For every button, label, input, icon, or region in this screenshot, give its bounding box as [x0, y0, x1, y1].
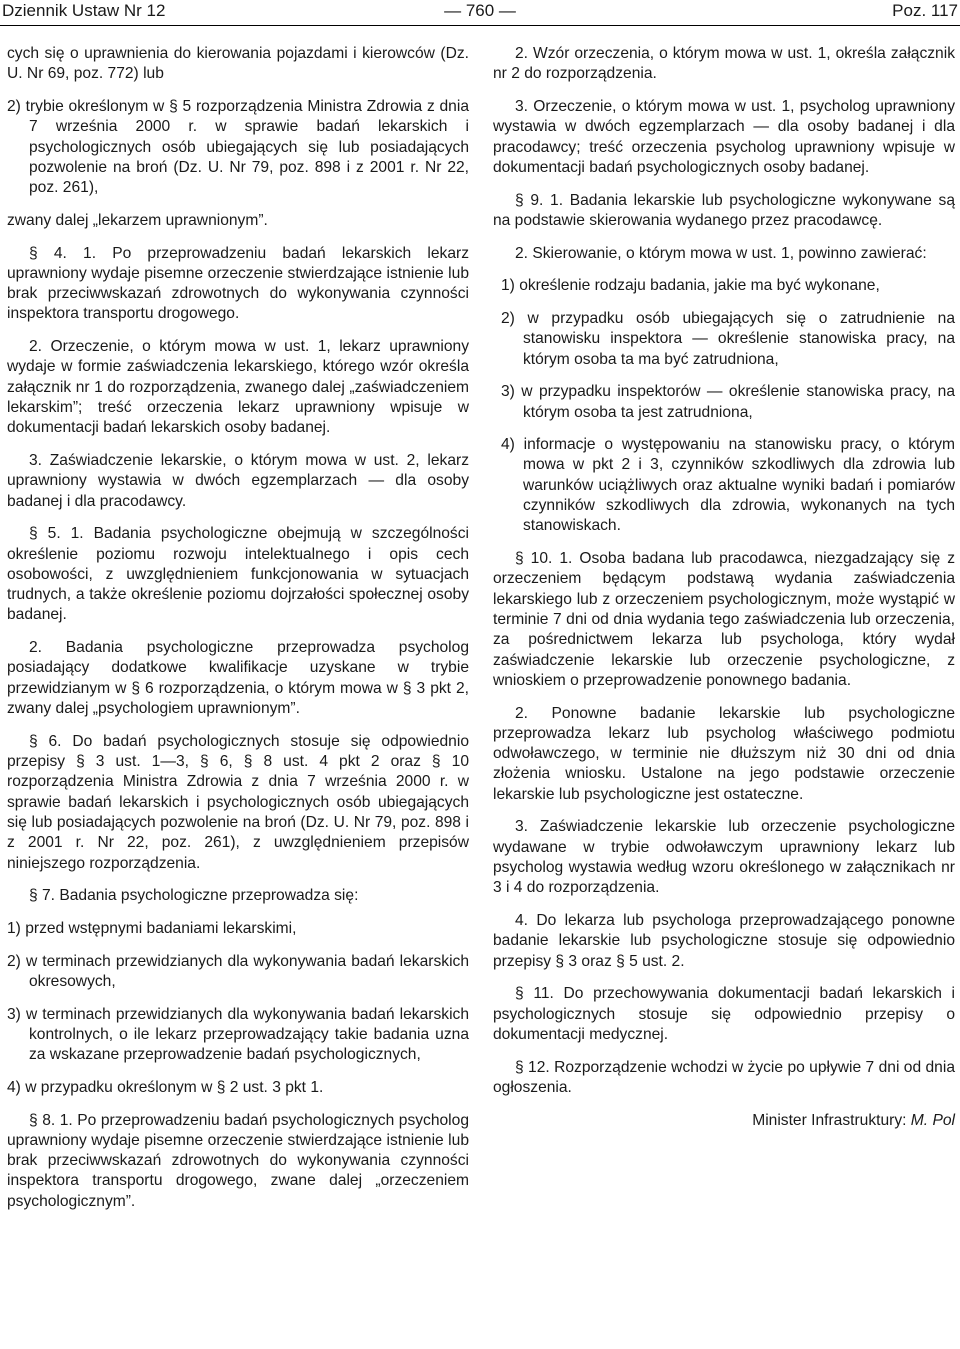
list-item: 2) trybie określonym w § 5 rozporządzenia Ministra Zdrowia z dnia 7 września 2000 r. w sprawie badań lekarskich i psychologicznych osób ubiegających się lub posiadających pozwolenie na broń (Dz. U. Nr 79, poz. 898 i z 2001 r. Nr 22, poz. 261),	[7, 97, 469, 197]
left-column	[7, 44, 469, 1224]
list-item: 2) w przypadku osób ubiegających się o zatrudnienie na stanowisku inspektora — określenie stanowiska pracy, na którym osoba ta ma być zatrudniona,	[501, 309, 955, 368]
paragraph: 3. Zaświadczenie lekarskie, o którym mowa w ust. 2, lekarz uprawniony wystawia w dwóch egzemplarzach — dla osoby badanej i dla pracodawcy.	[7, 452, 469, 510]
paragraph: 2. Skierowanie, o którym mowa w ust. 1, powinno zawierać:	[515, 244, 927, 262]
section-paragraph: § 8. 1. Po przeprowadzeniu badań psychologicznych psycholog uprawniony wydaje pisemne orzeczenie stwierdzające istnienie lub brak przeciwwskazań zdrowotnych do wykonywania czynności inspektora transportu drogowego, zwane dalej „orzeczeniem psychologicznym”.	[7, 1111, 469, 1210]
list-item: 2) w terminach przewidzianych dla wykonywania badań lekarskich okresowych,	[7, 952, 469, 990]
list-item: 3) w przypadku inspektorów — określenie stanowiska pracy, na którym osoba ta jest zatrudniona,	[501, 383, 955, 421]
list-item: 4) w przypadku określonym w § 2 ust. 3 pkt 1.	[7, 1078, 324, 1096]
paragraph: 2. Wzór orzeczenia, o którym mowa w ust. 1, określa załącznik nr 2 do rozporządzenia.	[493, 45, 955, 83]
page-header	[0, 0, 960, 26]
section-paragraph: § 7. Badania psychologiczne przeprowadza się:	[29, 887, 359, 905]
section-paragraph: § 6. Do badań psychologicznych stosuje się odpowiednio przepisy § 3 ust. 1—3, § 6, § 8 ust. 4 pkt 2 oraz § 10 rozporządzenia Ministra Zdrowia z dnia 7 września 2000 r. w sprawie badań lekarskich i psychologicznych osób ubiegających się lub posiadających pozwolenie na broń (Dz. U. Nr 79, poz. 898 i z 2001 r. Nr 22, poz. 261), z uwzględnieniem przepisów niniejszego rozporządzenia.	[7, 732, 469, 872]
signature	[493, 1111, 955, 1131]
section-paragraph: § 4. 1. Po przeprowadzeniu badań lekarskich lekarz uprawniony wydaje pisemne orzeczenie stwierdzające istnienie lub brak przeciwwskazań zdrowotnych do wykonywania czynności inspektora transportu drogowego.	[7, 244, 469, 323]
section-paragraph: § 5. 1. Badania psychologiczne obejmują w szczególności określenie poziomu rozwoju intelektualnego i opis cech osobowości, z uwzględnieniem funkcjonowania w sytuacjach trudnych, a także określenie poziomu dojrzałości społecznej osoby badanej.	[7, 525, 469, 624]
right-column	[493, 44, 955, 1143]
list-item: 3) w terminach przewidzianych dla wykonywania badań lekarskich kontrolnych, o ile lekarz przeprowadzający takie badania uzna za wskazane przeprowadzenie badań psychologicznych,	[7, 1005, 469, 1064]
list-item: 1) określenie rodzaju badania, jakie ma być wykonane,	[501, 277, 880, 295]
paragraph: 2. Ponowne badanie lekarskie lub psychologiczne przeprowadza lekarz lub psycholog właściwego podmiotu odwoławczego, w terminie nie dłuższym niż 30 dni od dnia złożenia wniosku. Ustalone na jego podstawie orzeczenie lekarskie lub psychologiczne jest ostateczne.	[493, 704, 955, 803]
paragraph: 3. Orzeczenie, o którym mowa w ust. 1, psycholog uprawniony wystawia w dwóch egzemplarzach — dla osoby badanej i dla pracodawcy; treść orzeczenia psycholog uprawniony wpisuje w dokumentacji badań psychologicznych osoby badanej.	[493, 97, 955, 176]
header-divider	[0, 25, 960, 26]
section-paragraph: § 11. Do przechowywania dokumentacji badań lekarskich i psychologicznych stosuje się odpowiednio przepisy o dokumentacji medycznej.	[493, 985, 955, 1043]
page-number: — 760 —	[444, 1, 516, 20]
paragraph: 4. Do lekarza lub psychologa przeprowadzającego ponowne badanie lekarskie lub psychologiczne stosuje się odpowiednio przepisy § 3 oraz § 5 ust. 2.	[493, 911, 955, 970]
paragraph: cych się o uprawnienia do kierowania pojazdami i kierowców (Dz. U. Nr 69, poz. 772) lub	[7, 45, 469, 83]
paragraph: 3. Zaświadczenie lekarskie lub orzeczenie psychologiczne wydawane w trybie odwoławczym uprawniony lekarz lub psycholog wystawia według wzoru określonego w załącznikach nr 3 i 4 do rozporządzenia.	[493, 818, 955, 897]
list-item: 1) przed wstępnymi badaniami lekarskimi,	[7, 919, 297, 937]
list-item: 4) informacje o występowaniu na stanowisku pracy, o którym mowa w pkt 2 i 3, czynników szkodliwych dla zdrowia lub warunków uciążliwych oraz aktualne wyniki badań i pomiarów czynników szkodliwych dla zdrowia, wykonanych na tych stanowiskach.	[501, 436, 955, 535]
journal-title: Dziennik Ustaw Nr 12	[2, 1, 166, 20]
section-paragraph: § 12. Rozporządzenie wchodzi w życie po upływie 7 dni od dnia ogłoszenia.	[493, 1058, 955, 1096]
paragraph: 2. Badania psychologiczne przeprowadza psycholog posiadający dodatkowe kwalifikacje uzyskane w trybie przewidzianym w § 6 rozporządzenia, o którym mowa w § 3 pkt 2, zwany dalej „psychologiem uprawnionym”.	[7, 639, 469, 718]
signature-role: Minister Infrastruktury:	[752, 1111, 907, 1129]
paragraph: zwany dalej „lekarzem uprawnionym”.	[7, 211, 268, 229]
position-number: Poz. 117	[892, 1, 958, 20]
section-paragraph: § 10. 1. Osoba badana lub pracodawca, niezgadzający się z orzeczeniem będącym podstawą wydania zaświadczenia lekarskiego lub z orzeczeniem psychologicznym, może wystąpić w terminie 7 dni od dnia wydania tego zaświadczenia lub orzeczenia, za pośrednictwem lekarza lub psychologa, który wydał zaświadczenie lekarskie lub orzeczenie psychologiczne, z wnioskiem o przeprowadzenie ponownego badania.	[493, 550, 955, 689]
signature-name: M. Pol	[910, 1111, 955, 1129]
section-paragraph: § 9. 1. Badania lekarskie lub psychologiczne wykonywane są na podstawie skierowania wydanego przez pracodawcę.	[493, 191, 955, 229]
paragraph: 2. Orzeczenie, o którym mowa w ust. 1, lekarz uprawniony wydaje w formie zaświadczenia lekarskiego, którego wzór określa załącznik nr 1 do rozporządzenia, zwanego dalej „zaświadczeniem lekarskim”; treść orzeczenia lekarz uprawniony wpisuje w dokumentacji badań lekarskich osoby badanej.	[7, 338, 469, 437]
